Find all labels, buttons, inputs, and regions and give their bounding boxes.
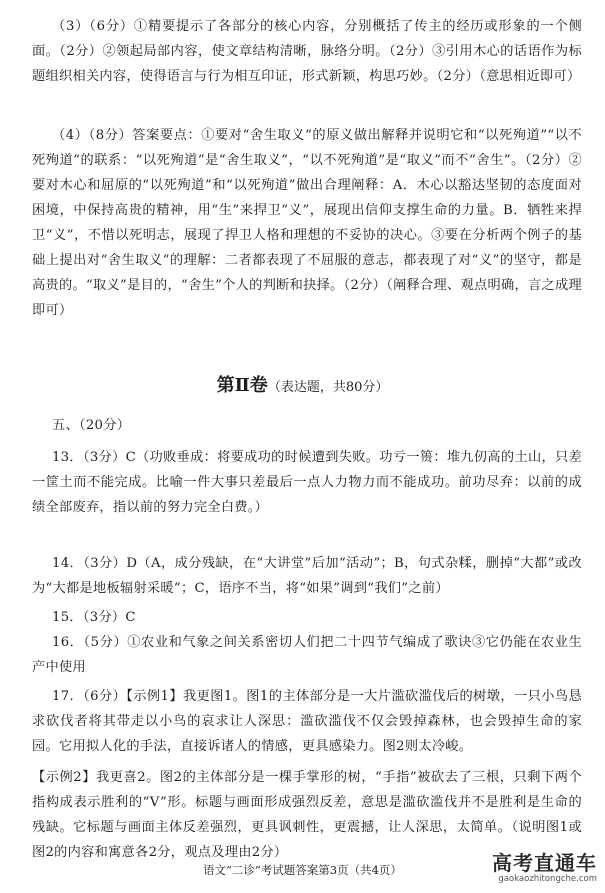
watermark-logo-text: 高考直通车 [492, 851, 597, 875]
answer-17-example-2: 【示例2】我更喜2。图2的主体部分是一棵手掌形的树，“手指”被砍去了三根，只剩下两个指构成表示胜利的“V”形。标题与画面形成强烈反差，意思是滥砍滥伐并不是胜利是生命的残缺。它标题与画面主体反差强烈，更具讽刺性，更震撼，让人深思，太简单。（说明图1或图2的内容和寓意各2分，观点及理由2分） [32, 770, 582, 860]
answer-paragraph-4: （4）（8分）答案要点：①要对“舍生取义”的原义做出解释并说明它和“以死殉道”“以不死殉道”的联系：“以死殉道”是“舍生取义”，“以不死殉道”是“取义”而不“舍生”。（2分）②要对木心和屈原的“以死殉道”和“以死殉道”做出合理阐释：A．木心以豁达坚韧的态度面对困境，中保持高贵的精神，用“生”来捍卫“义”，展现出信仰支撑生命的力量。B．牺牲来捍卫“义”，不惜以死明志，展现了捍卫人格和理想的不妥协的决心。③要在分析两个例子的基础上提出对“舍生取义”的理解：二者都表现了不屈服的意志，都表现了对“义”的坚守，都是高贵的。“取义”是目的，“舍生”个人的判断和抉择。（2分）（阐释合理、观点明确，言之成理即可） [32, 128, 582, 318]
section-title-sub: （表达题，共80分） [267, 380, 389, 395]
site-watermark [487, 852, 597, 890]
answer-15: 15．（3分）C [52, 610, 136, 625]
answer-17-example-1: 17．（6分）【示例1】我更图1。图1的主体部分是一大片滥砍滥伐后的树墩，一只小鸟恳求砍伐者将其带走以小鸟的哀求让人深思：滥砍滥伐不仅会毁掉森林，也会毁掉生命的家园。它用拟人化的手法，直接诉诸人的情感，更具感染力。图2则太冷峻。 [32, 689, 582, 754]
answer-paragraph-3: （3）（6分）①精要提示了各部分的核心内容，分别概括了传主的经历或形象的一个侧面。（2分）②领起局部内容，使文章结构清晰，脉络分明。（2分）③引用木心的话语作为标题组织相关内容，使得语言与行为相互印证，形式新颖，构思巧妙。（2分）（意思相近即可） [32, 19, 582, 84]
answer-13: 13．（3分）C（功败垂成：将要成功的时候遭到失败。功亏一篑：堆九仞高的土山，只差一筐土而不能完成。比喻一件大事只差最后一点人力物力而不能成功。前功尽弃：以前的成绩全部废弃，指以前的努力完全白费。） [32, 450, 582, 515]
section-title-main: 第Ⅱ卷 [216, 375, 268, 396]
watermark-url: gaokaozhitongche.com [498, 874, 597, 884]
answer-14: 14．（3分）D（A，成分残缺，在“大讲堂”后加“活动”；B，句式杂糅，删掉“大都”或改为“大都是地板辐射采暖”；C，语序不当，将“如果”调到“我们”之前） [32, 556, 582, 596]
page-footer: 语文“二诊”考试题答案第3页（共4页） [203, 863, 402, 877]
section-title [0, 373, 605, 401]
section-five-heading: 五、（20分） [52, 418, 131, 433]
answer-16: 16．（5分）①农业和气象之间关系密切人们把二十四节气编成了歌诀③它仍能在农业生产中使用 [32, 635, 582, 675]
